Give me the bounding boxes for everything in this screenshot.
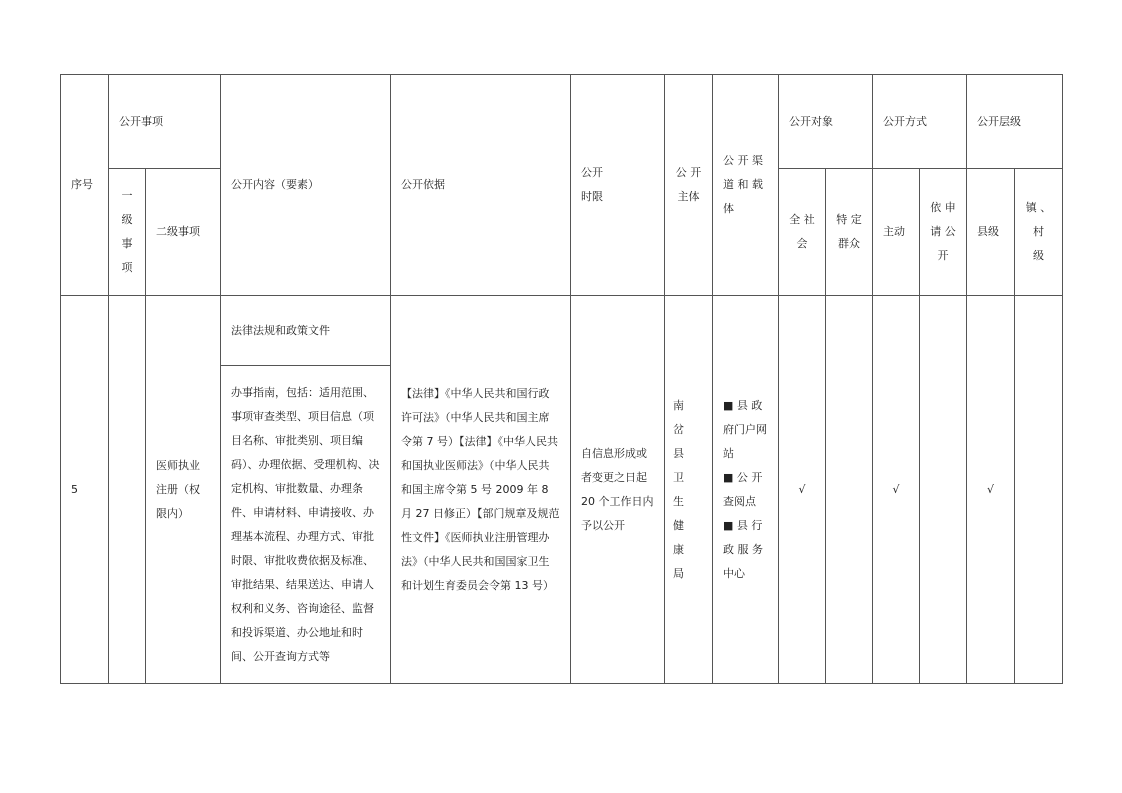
header-subject — [665, 75, 713, 296]
row-target-all: √ — [779, 296, 826, 684]
disclosure-table — [60, 74, 1063, 684]
header-row-1 — [61, 75, 1063, 169]
row-time-limit: 自信息形成或者变更之日起 20 个工作日内予以公开 — [571, 296, 665, 684]
header-time-limit — [571, 75, 665, 296]
header-level1: 一 级 事 项 — [109, 169, 146, 296]
header-channel — [713, 75, 779, 296]
row-level2: 医师执业注册（权限内） — [146, 296, 221, 684]
row-basis: 【法律】《中华人民共和国行政许可法》（中华人民共和国主席令第 7 号）【法律】《中华人民共和国执业医师法》（中华人民共和国主席令第 5 号 2009 年 8 月 27 日修正）【部门规章及规范性文件】《医师执业注册管理办法》（中华人民共和国国家卫生和计划生育委员会令第 13 号） — [391, 296, 571, 684]
row-content-guide: 办事指南，包括：适用范围、事项审查类型、项目信息（项目名称、审批类别、项目编码）、办理依据、受理机构、决定机构、审批数量、办理条件、申请材料、申请接收、办理基本流程、办理方式、审批时限、审批收费依据及标准、审批结果、结果送达、申请人权利和义务、咨询途径、监督和投诉渠道、办公地址和时间、公开查询方式等 — [221, 366, 391, 684]
row-seq: 5 — [61, 296, 109, 684]
header-time-limit-line2: 时限 — [581, 190, 603, 203]
header-level2: 二级事项 — [146, 169, 221, 296]
header-channel-line2: 道 和 载 — [723, 178, 763, 191]
header-level-town: 镇 、 村 级 — [1015, 169, 1063, 296]
header-method-group: 公开方式 — [873, 75, 967, 169]
header-target-all: 全 社 会 — [779, 169, 826, 296]
row-level-town — [1015, 296, 1063, 684]
header-target-group: 公开对象 — [779, 75, 873, 169]
channel-item: ■ 县 政 府门户网站 — [723, 398, 767, 460]
header-matter-group: 公开事项 — [109, 75, 221, 169]
row-level-county: √ — [967, 296, 1015, 684]
header-target-special: 特 定 群众 — [826, 169, 873, 296]
header-basis: 公开依据 — [391, 75, 571, 296]
channel-item: ■ 公 开查阅点 — [723, 470, 763, 508]
header-method-active: 主动 — [873, 169, 920, 296]
header-time-limit-line1: 公开 — [581, 166, 603, 179]
header-subject-line1: 公 开 — [675, 166, 702, 179]
header-level-county: 县级 — [967, 169, 1015, 296]
header-subject-line2: 主体 — [677, 190, 700, 203]
header-content: 公开内容（要素） — [221, 75, 391, 296]
row-level1 — [109, 296, 146, 684]
header-channel-line1: 公 开 渠 — [723, 154, 763, 167]
header-level-group: 公开层级 — [967, 75, 1063, 169]
header-seq: 序号 — [61, 75, 109, 296]
row-content-laws: 法律法规和政策文件 — [221, 296, 391, 366]
row-method-apply — [920, 296, 967, 684]
data-row-a — [61, 296, 1063, 366]
row-method-active: √ — [873, 296, 920, 684]
channel-item: ■ 县 行 政 服 务中心 — [723, 518, 763, 580]
row-channels — [713, 296, 779, 684]
row-subject: 南岔县卫生健康局 — [665, 296, 713, 684]
header-method-apply: 依 申 请 公 开 — [920, 169, 967, 296]
header-channel-line3: 体 — [723, 202, 734, 215]
row-target-special — [826, 296, 873, 684]
